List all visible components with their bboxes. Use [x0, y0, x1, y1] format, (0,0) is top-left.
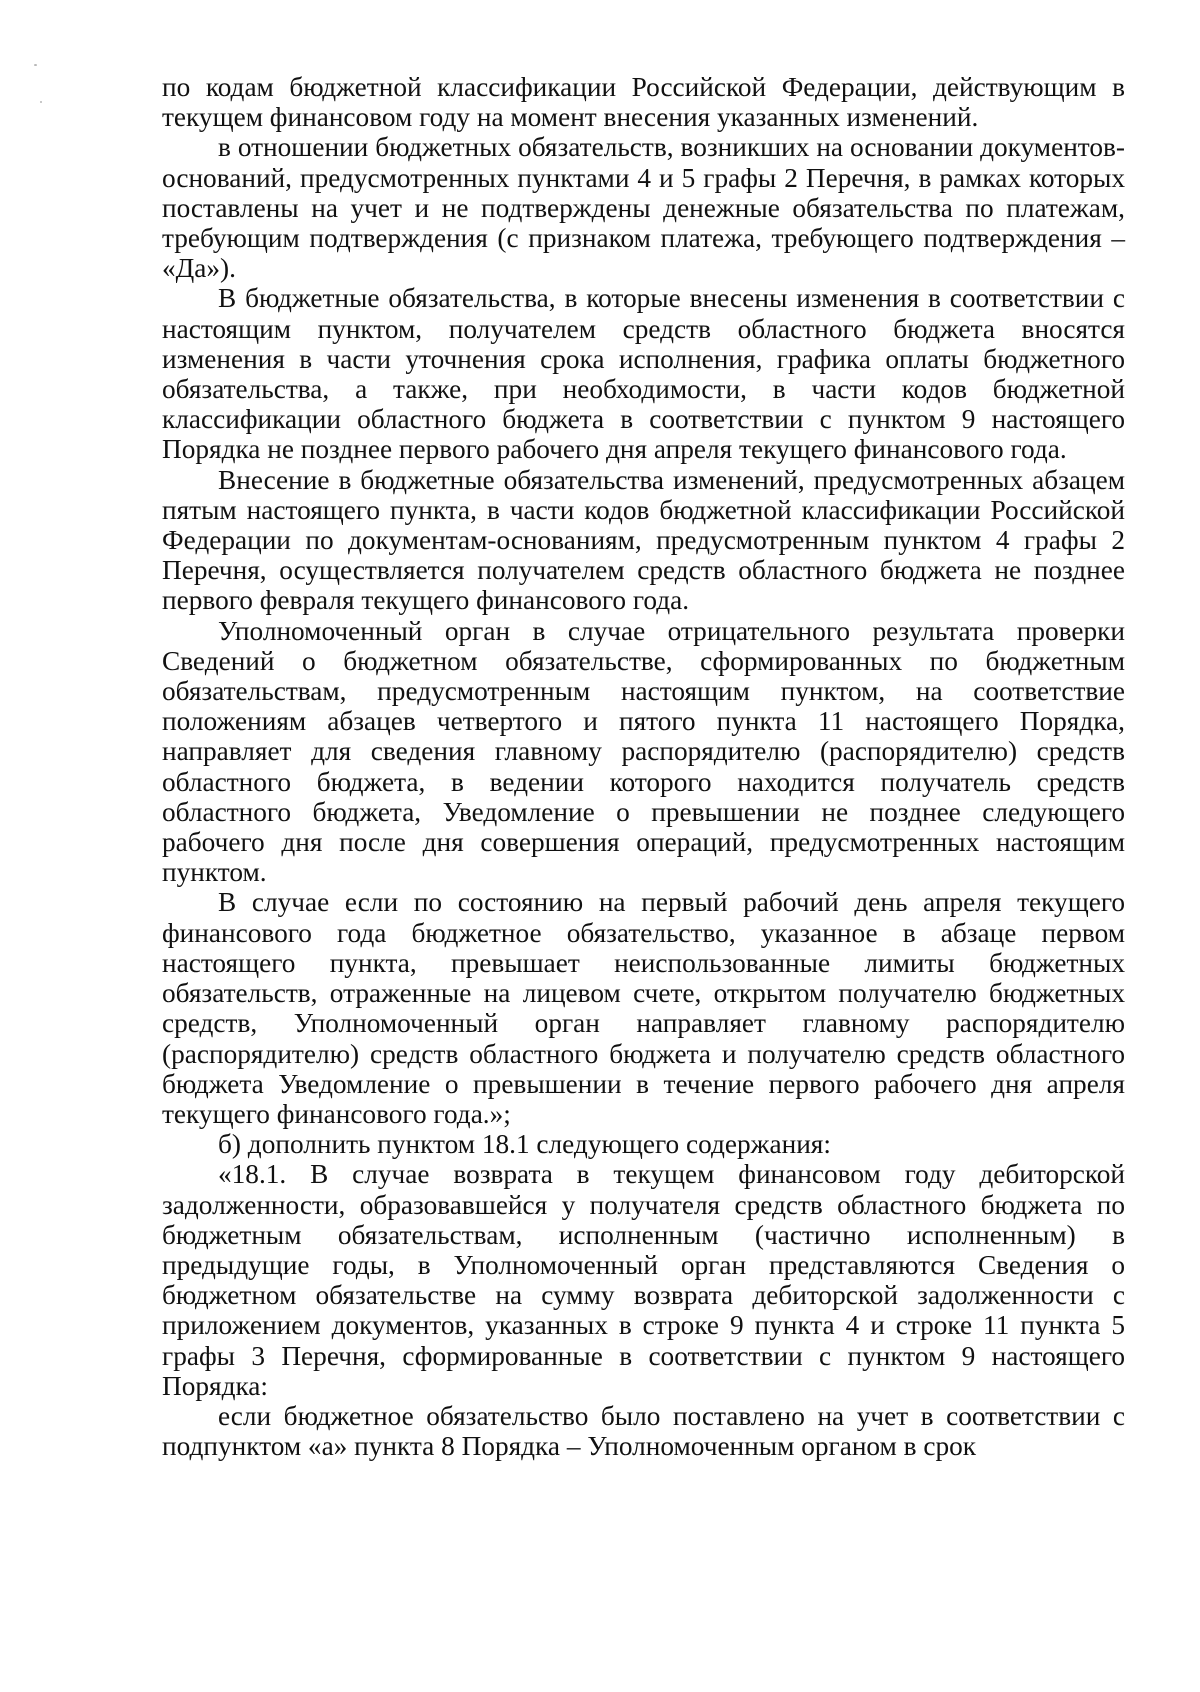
scan-speck	[40, 101, 42, 103]
paragraph: в отношении бюджетных обязательств, возникших на основании документов-оснований, предусмотренных пунктами 4 и 5 графы 2 Перечня, в рамках которых поставлены на учет и не подтверждены денежные обязательства по платежам, требующим подтверждения (с признаком платежа, требующего подтверждения – «Да»).	[162, 132, 1125, 284]
document-body	[162, 72, 1125, 1461]
paragraph: В случае если по состоянию на первый рабочий день апреля текущего финансового года бюджетное обязательство, указанное в абзаце первом настоящего пункта, превышает неиспользованные лимиты бюджетных обязательств, отраженные на лицевом счете, открытом получателю бюджетных средств, Уполномоченный орган направляет главному распорядителю (распорядителю) средств областного бюджета и получателю средств областного бюджета Уведомление о превышении в течение первого рабочего дня апреля текущего финансового года.»;	[162, 887, 1125, 1129]
paragraph: В бюджетные обязательства, в которые внесены изменения в соответствии с настоящим пунктом, получателем средств областного бюджета вносятся изменения в части уточнения срока исполнения, графика оплаты бюджетного обязательства, а также, при необходимости, в части кодов бюджетной классификации областного бюджета в соответствии с пунктом 9 настоящего Порядка не позднее первого рабочего дня апреля текущего финансового года.	[162, 283, 1125, 465]
paragraph: если бюджетное обязательство было поставлено на учет в соответствии с подпунктом «а» пункта 8 Порядка – Уполномоченным органом в срок	[162, 1400, 1125, 1462]
scan-speck	[34, 64, 37, 66]
paragraph: по кодам бюджетной классификации Российской Федерации, действующим в текущем финансовом году на момент внесения указанных изменений.	[162, 72, 1125, 133]
paragraph: Уполномоченный орган в случае отрицательного результата проверки Сведений о бюджетном обязательстве, сформированных по бюджетным обязательствам, предусмотренным настоящим пунктом, на соответствие положениям абзацев четвертого и пятого пункта 11 настоящего Порядка, направляет для сведения главному распорядителю (распорядителю) средств областного бюджета, в ведении которого находится получатель средств областного бюджета, Уведомление о превышении не позднее следующего рабочего дня после дня совершения операций, предусмотренных настоящим пунктом.	[162, 615, 1125, 888]
paragraph: «18.1. В случае возврата в текущем финансовом году дебиторской задолженности, образовавшейся у получателя средств областного бюджета по бюджетным обязательствам, исполненным (частично исполненным) в предыдущие годы, в Уполномоченный орган представляются Сведения о бюджетном обязательстве на сумму возврата дебиторской задолженности с приложением документов, указанных в строке 9 пункта 4 и строке 11 пункта 5 графы 3 Перечня, сформированные в соответствии с пунктом 9 настоящего Порядка:	[162, 1159, 1125, 1401]
paragraph: Внесение в бюджетные обязательства изменений, предусмотренных абзацем пятым настоящего пункта, в части кодов бюджетной классификации Российской Федерации по документам-основаниям, предусмотренным пунктом 4 графы 2 Перечня, осуществляется получателем средств областного бюджета не позднее первого февраля текущего финансового года.	[162, 464, 1125, 616]
paragraph: б) дополнить пунктом 18.1 следующего содержания:	[218, 1129, 831, 1160]
